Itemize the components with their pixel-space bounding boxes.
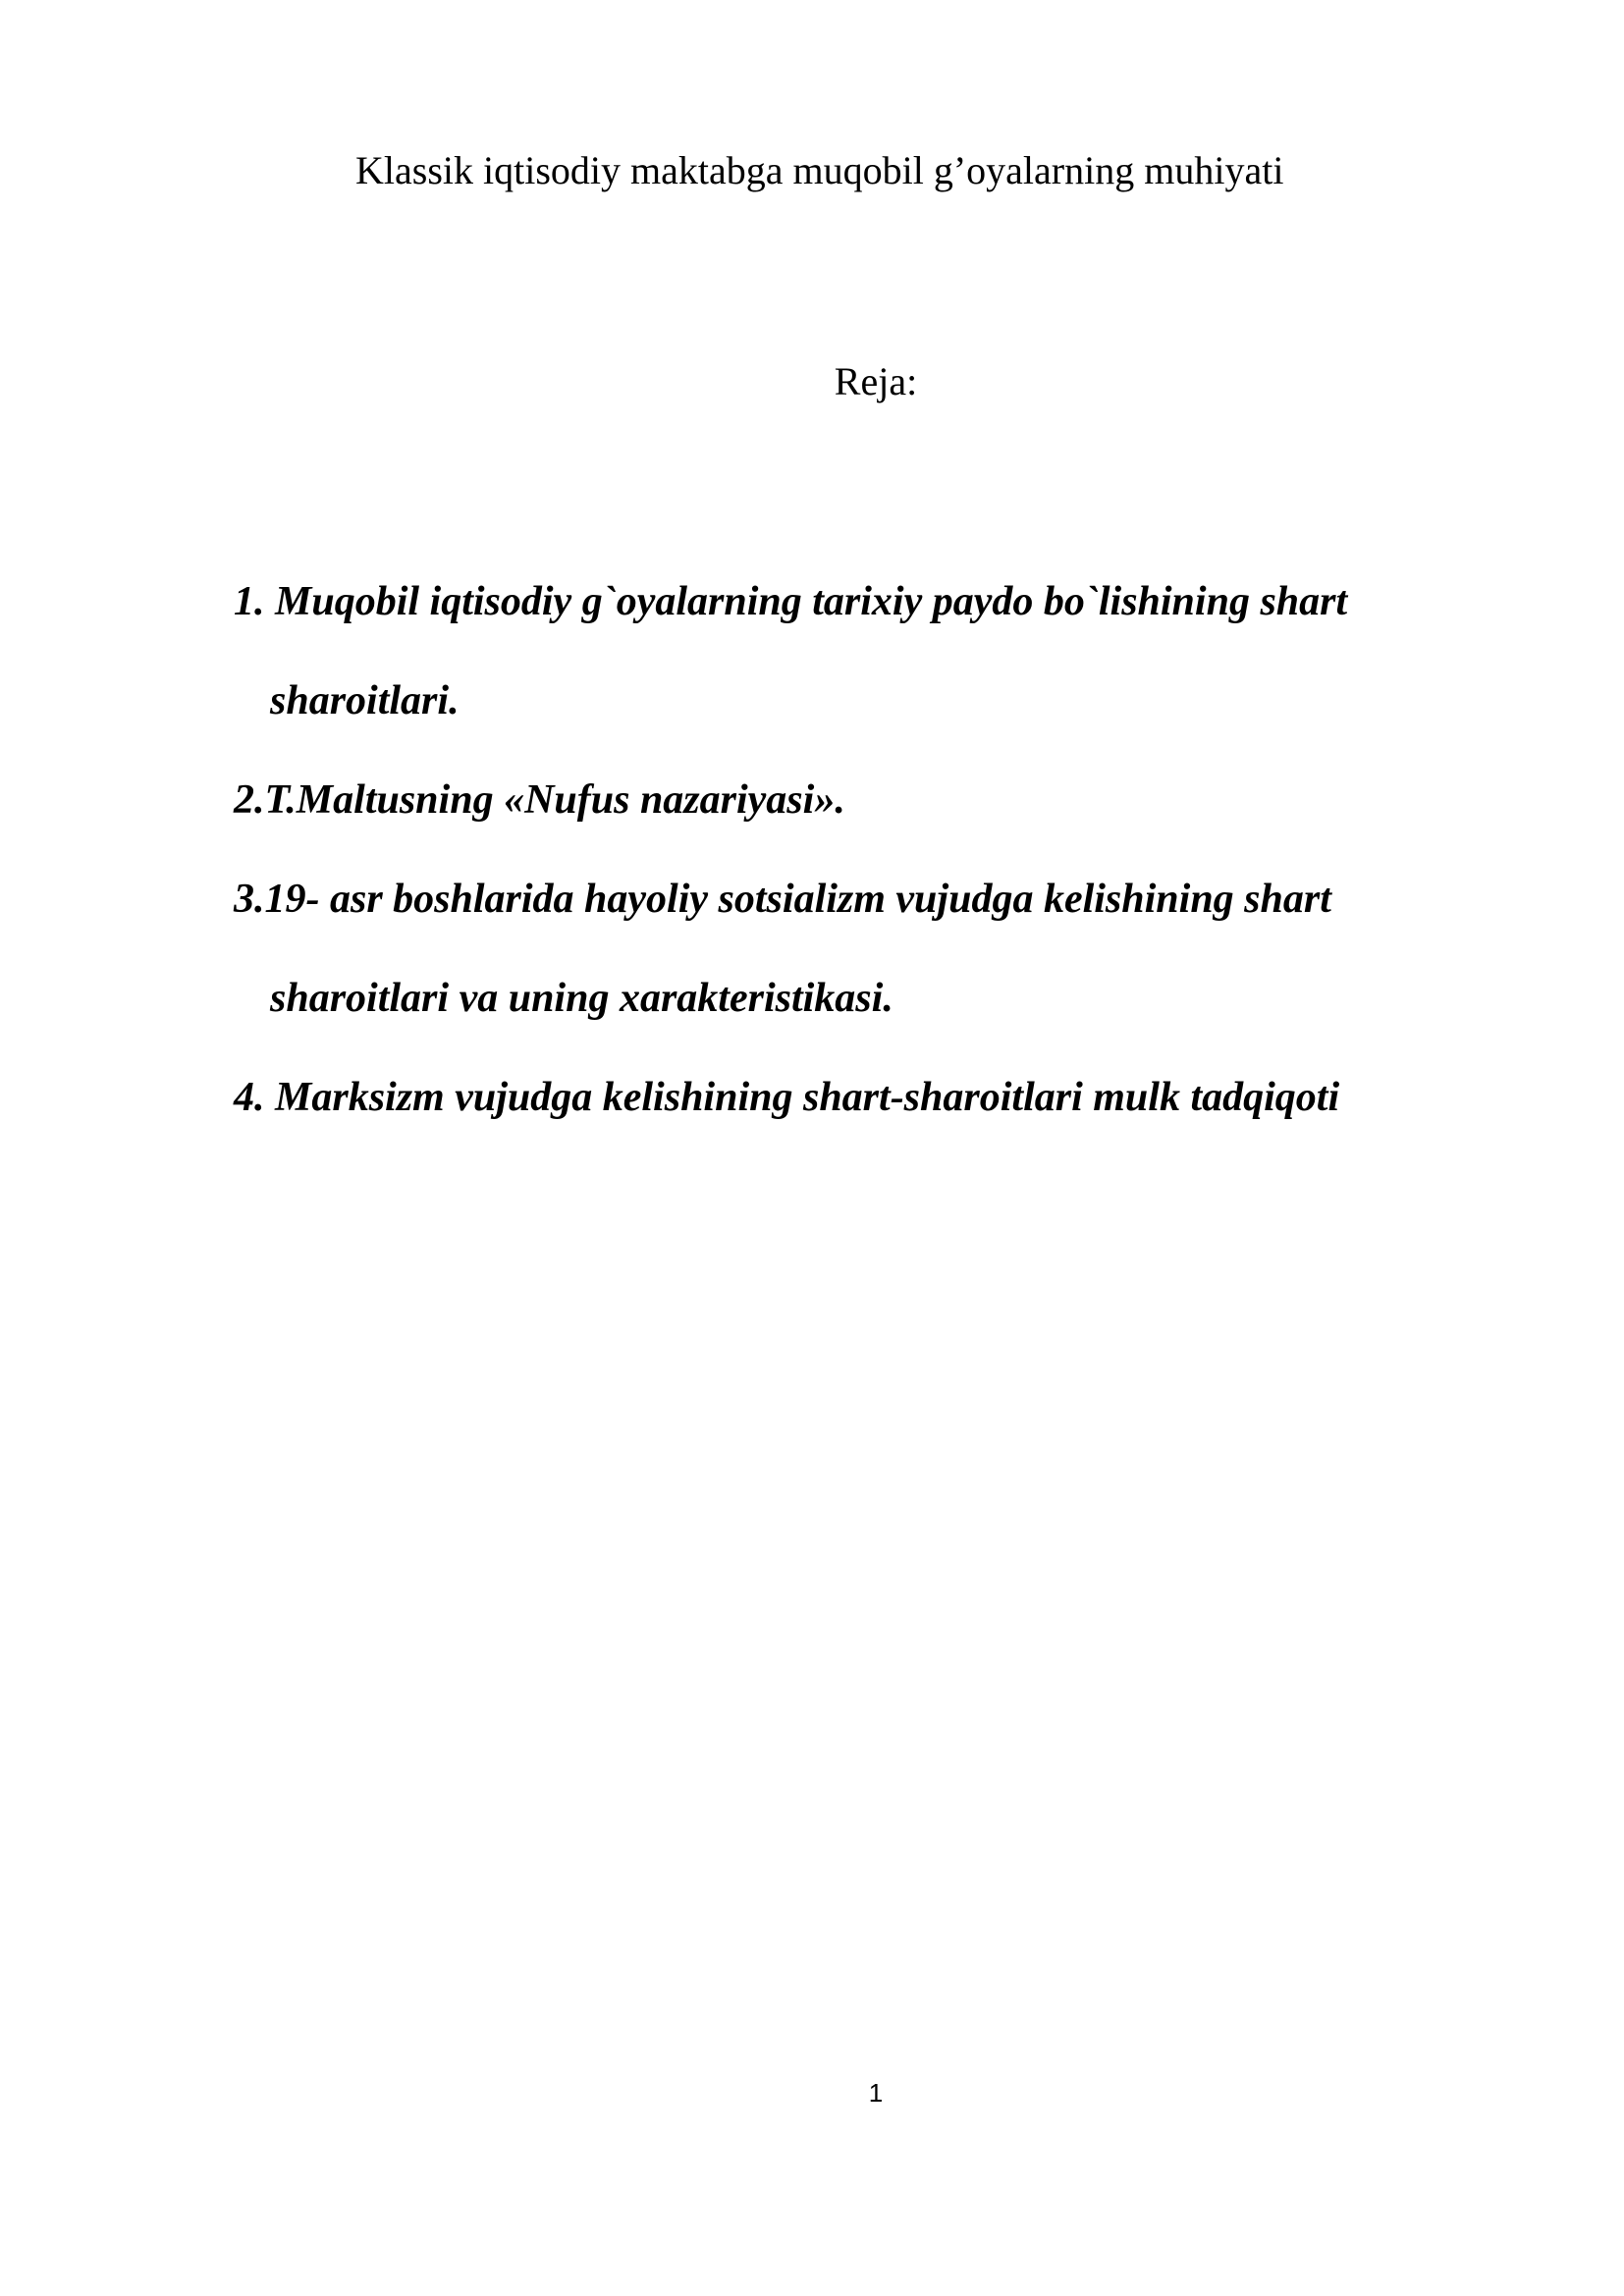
plan-item-line: 3.19- asr boshlarida hayoliy sotsializm vujudga kelishining shart [234,877,1331,922]
plan-item [234,1048,1540,1148]
document-title: Klassik iqtisodiy maktabga muqobil g’oyalarning muhiyati [355,148,1284,192]
page-number: 1 [868,2078,884,2108]
plan-item-line: 4. Marksizm vujudga kelishining shart-sharoitlari mulk tadqiqoti [234,1075,1340,1120]
plan-item [234,751,1540,850]
plan-item [234,553,1540,751]
plan-item-line: 2.T.Maltusning «Nufus nazariyasi». [234,777,845,823]
plan-item-line: 1. Muqobil iqtisodiy g`oyalarning tarixiy paydo bo`lishining shart [234,579,1348,624]
plan-heading: Reja: [834,359,918,403]
plan-item [234,850,1540,1048]
plan-item-continuation: sharoitlari va uning xarakteristikasi. [270,976,893,1021]
plan-list [234,553,1540,1148]
plan-item-continuation: sharoitlari. [270,678,460,723]
